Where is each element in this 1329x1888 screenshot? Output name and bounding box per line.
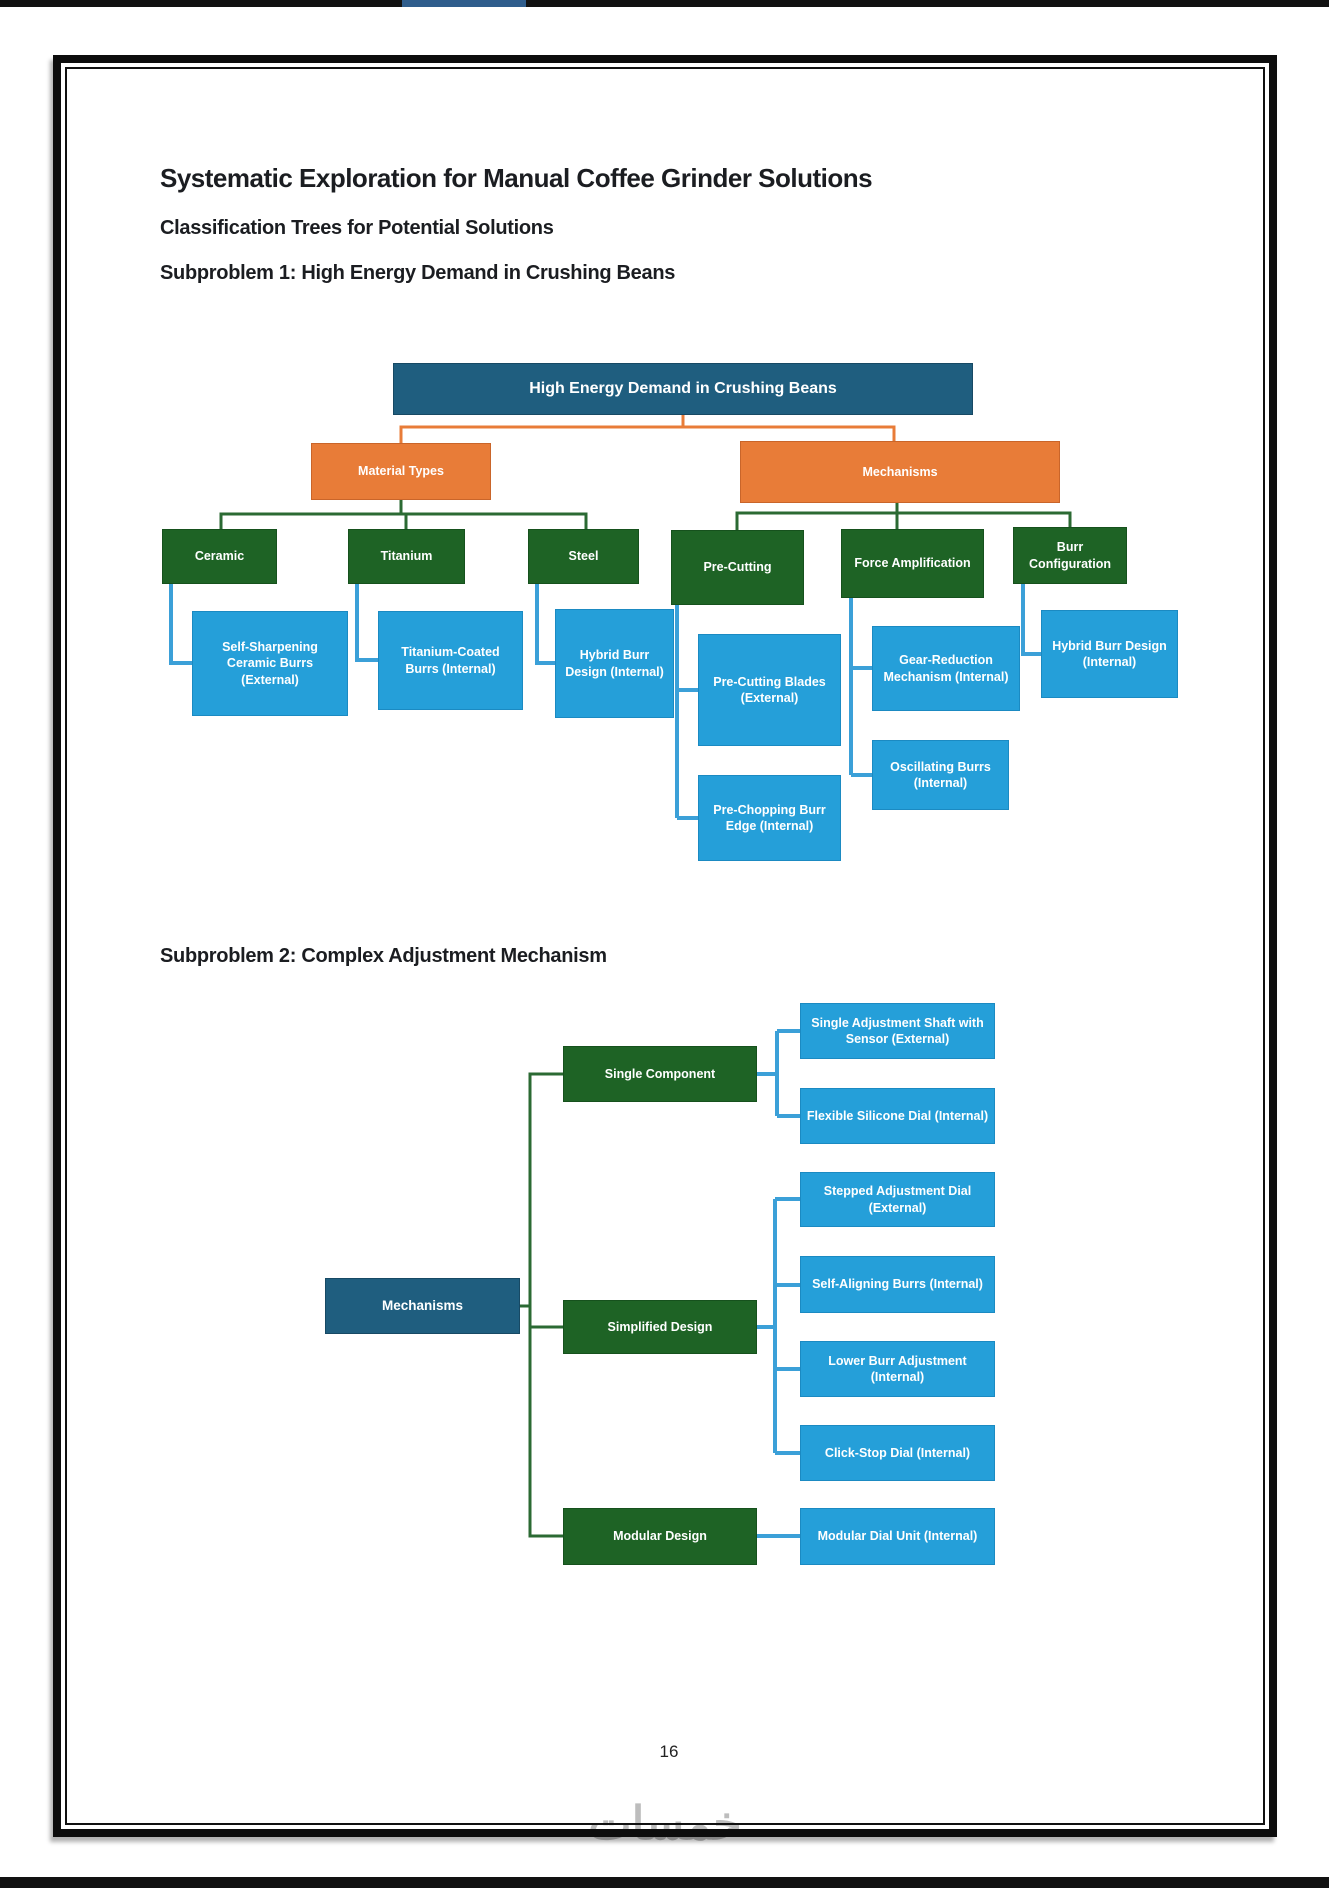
tree2-blue-connectors (757, 1031, 800, 1536)
tree2-leaf-lower-burr-adjustment: Lower Burr Adjustment (Internal) (800, 1341, 995, 1397)
connector-segment (357, 584, 379, 660)
tree2-leaf-single-adjustment-shaft: Single Adjustment Shaft with Sensor (External) (800, 1003, 995, 1059)
tree1-leaf-pre-chopping-burr-edge: Pre-Chopping Burr Edge (Internal) (698, 775, 841, 861)
section-heading-classification: Classification Trees for Potential Solutions (160, 217, 554, 239)
tree1-orange-connectors (401, 414, 894, 444)
tree2-node-simplified-design: Simplified Design (563, 1300, 757, 1354)
connector-segment (1023, 584, 1042, 654)
tree1-node-burr-configuration: Burr Configuration (1013, 527, 1127, 584)
connector-segment (537, 584, 556, 663)
tree2-leaf-modular-dial-unit: Modular Dial Unit (Internal) (800, 1508, 995, 1565)
tree2-leaf-flexible-silicone-dial: Flexible Silicone Dial (Internal) (800, 1088, 995, 1144)
tree1-node-pre-cutting: Pre-Cutting (671, 530, 804, 605)
tree1-leaf-gear-reduction-mechanism: Gear-Reduction Mechanism (Internal) (872, 626, 1020, 711)
tree2-green-connectors (520, 1074, 563, 1536)
top-bar-blue-segment (402, 0, 526, 7)
tree1-leaf-hybrid-burr-design-steel: Hybrid Burr Design (Internal) (555, 609, 674, 718)
page-number: 16 (659, 1742, 679, 1761)
connector-segment (171, 584, 193, 663)
top-window-bar (0, 0, 1329, 7)
tree1-leaf-self-sharpening-ceramic-burrs: Self-Sharpening Ceramic Burrs (External) (192, 611, 348, 716)
tree2-root-node-mechanisms: Mechanisms (325, 1278, 520, 1334)
tree1-root-node: High Energy Demand in Crushing Beans (393, 363, 973, 415)
tree2-leaf-self-aligning-burrs: Self-Aligning Burrs (Internal) (800, 1256, 995, 1313)
tree1-leaf-oscillating-burrs: Oscillating Burrs (Internal) (872, 740, 1009, 810)
tree1-node-material-types: Material Types (311, 443, 491, 500)
section-heading-subproblem2: Subproblem 2: Complex Adjustment Mechanism (160, 945, 607, 967)
tree2-node-single-component: Single Component (563, 1046, 757, 1102)
connector-segment (221, 514, 586, 530)
tree2-leaf-click-stop-dial: Click-Stop Dial (Internal) (800, 1425, 995, 1481)
tree1-leaf-titanium-coated-burrs: Titanium-Coated Burrs (Internal) (378, 611, 523, 710)
tree1-node-steel: Steel (528, 529, 639, 584)
watermark-text: خمسات (588, 1797, 742, 1849)
connector-segment (530, 1074, 563, 1536)
tree2-leaf-stepped-adjustment-dial: Stepped Adjustment Dial (External) (800, 1172, 995, 1227)
page-title: Systematic Exploration for Manual Coffee Grinder Solutions (160, 163, 873, 193)
tree2-node-modular-design: Modular Design (563, 1508, 757, 1565)
tree1-node-mechanisms: Mechanisms (740, 441, 1060, 503)
tree1-leaf-pre-cutting-blades: Pre-Cutting Blades (External) (698, 634, 841, 746)
tree1-node-force-amplification: Force Amplification (841, 529, 984, 598)
tree1-green-connectors (221, 500, 1070, 531)
bottom-window-bar (0, 1877, 1329, 1888)
tree1-leaf-hybrid-burr-design-burr-config: Hybrid Burr Design (Internal) (1041, 610, 1178, 698)
tree1-node-ceramic: Ceramic (162, 529, 277, 584)
section-heading-subproblem1: Subproblem 1: High Energy Demand in Crushing Beans (160, 262, 676, 284)
tree1-node-titanium: Titanium (348, 529, 465, 584)
